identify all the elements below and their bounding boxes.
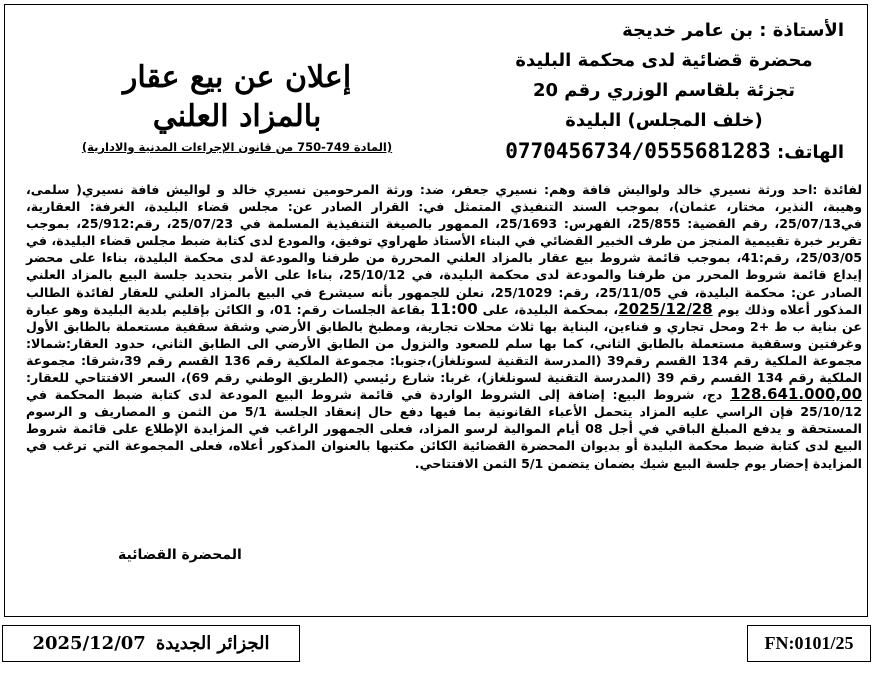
notice-title xyxy=(52,58,422,154)
body-part1: لفائدة :احد ورثة نسيري خالد ولواليش فافة وهم: نسيري جعفر، ضد: ورثة المرحومين نسيري خالد و لواليش فافة نسيري( سلمى، وهيبة، النذير، مختار، عثمان)، بموجب السند التنفيذي المتمثل في: القرار الصادر عن: مجلس قضاء البليدة، الغرفة: العقارية، في25/07/13، رقم القضية: 25/855، الفهرس: 25/1693، الممهور بالصيغة التنفيذية المسلمة في 25/07/23، رقم:25/912، بموجب تقرير خبرة تقييمية المنجز من طرف الخبير القضائي في البناء الأستاذ طهراوي توفيق، والمودع لدى كتابة ضبط مجلس قضاء البليدة، في 25/03/05، رقم:41، بموجب قائمة شروط بيع عقار بالمزاد العلني المحررة من طرفنا والمودعة لدى محكمة البليدة، بناءا على محضر إيداع قائمة شروط المحرر من طرفنا والمودعة لدى محكمة البليدة، في 25/10/12، بناءا على الأمر بتحديد جلسة البيع بالمزاد العلني الصادر عن: محكمة البليدة، في 25/11/05، رقم: 25/1029، نعلن للجمهور بأنه سيشرع في البيع بالمزاد العلني للعقار لفائدة الطالب المذكور أعلاه وذلك يوم xyxy=(26,182,863,317)
phone-number: 0770456734/0555681283 xyxy=(505,139,771,163)
publication-date: 2025/12/07 xyxy=(32,633,146,654)
bailiff-address-line1: تجزئة بلقاسم الوزري رقم 20 xyxy=(532,80,796,101)
notice-body xyxy=(26,181,862,472)
signature: المحضرة القضائية xyxy=(118,547,242,563)
file-number-box xyxy=(747,625,871,662)
body-part4: دج، شروط البيع: إضافة إلى الشروط الواردة في قائمة شروط البيع المودعة لدى كتابة ضبط المحكمة في 25/10/12 فإن الراسي عليه المزاد يتحمل الأعباء القانونية بما فيها دفع حال إنعقاد الجلسة 5/1 من الثمن و المصاريف و الرسوم المستحقة و يدفع المبلغ الباقي في أجل 08 أيام الموالية لرسو المزاد، فعلى الجمهور الراغب في المزايدة الإطلاع على قائمة شروط البيع لدى كتابة ضبط محكمة البليدة أو بديوان المحضرة القضائية الكائن مكتبها بالعنوان المذكور أعلاه، فعلى المجموعة التي ترغب في المزايدة إحضار يوم جلسة البيع شيك بضمان يتضمن 5/1 الثمن الافتتاحي. xyxy=(26,387,862,471)
title-line1: إعلان عن بيع عقار xyxy=(122,60,352,95)
file-number: FN:0101/25 xyxy=(764,633,854,653)
sale-date: 2025/12/28 xyxy=(618,299,713,318)
opening-price: 128.641.000,00 xyxy=(730,385,863,404)
legal-article: (المادة 749-750 من قانون الإجراءات المدنية والادارية) xyxy=(81,140,393,154)
bailiff-name: الأستاذة : بن عامر خديجة xyxy=(622,20,844,41)
bailiff-phone xyxy=(484,136,844,168)
title-line2: بالمزاد العلني xyxy=(152,99,322,134)
sale-time: 11:00 xyxy=(429,299,478,318)
phone-label: الهاتف: xyxy=(777,142,844,163)
newspaper-box xyxy=(2,625,300,662)
body-part2: ، بمحكمة البليدة، على xyxy=(482,301,619,317)
newspaper-name: الجزائر الجديدة xyxy=(155,633,270,654)
bailiff-address-line2: (خلف المجلس) البليدة xyxy=(565,110,763,131)
bailiff-role: محضرة قضائية لدى محكمة البليدة xyxy=(515,50,813,71)
bailiff-header xyxy=(484,16,844,168)
body-part3: بقاعة الجلسات رقم: 01، و الكائن بإقليم بلدية البليدة وهو عبارة عن بناية ب ط +2 ومحل تجاري و فناءين، البناية بها ثلاث محلات تجارية، ومطبخ بالطابق الأرضي وشقة سقفية مستعملة بالطابق الأول وغرفتين وسقفية مستعملة بالطابق الثاني، كما بها سلم للصعود والنزول من الطابق الأرضي الى الطابق الثاني، حدود العقار:شمالا: مجموعة الملكية رقم 134 القسم رقم39 (المدرسة التقنية لسونلغاز)،جنوبا: مجموعة الملكية رقم 136 القسم رقم 39،شرقا: مجموعة الملكية رقم 134 القسم رقم 39 (المدرسة التقنية لسونلغاز)، غربا: شارع رئيسي (الطريق الوطني رقم 69)، السعر الافتتاحي للعقار: xyxy=(26,301,863,386)
